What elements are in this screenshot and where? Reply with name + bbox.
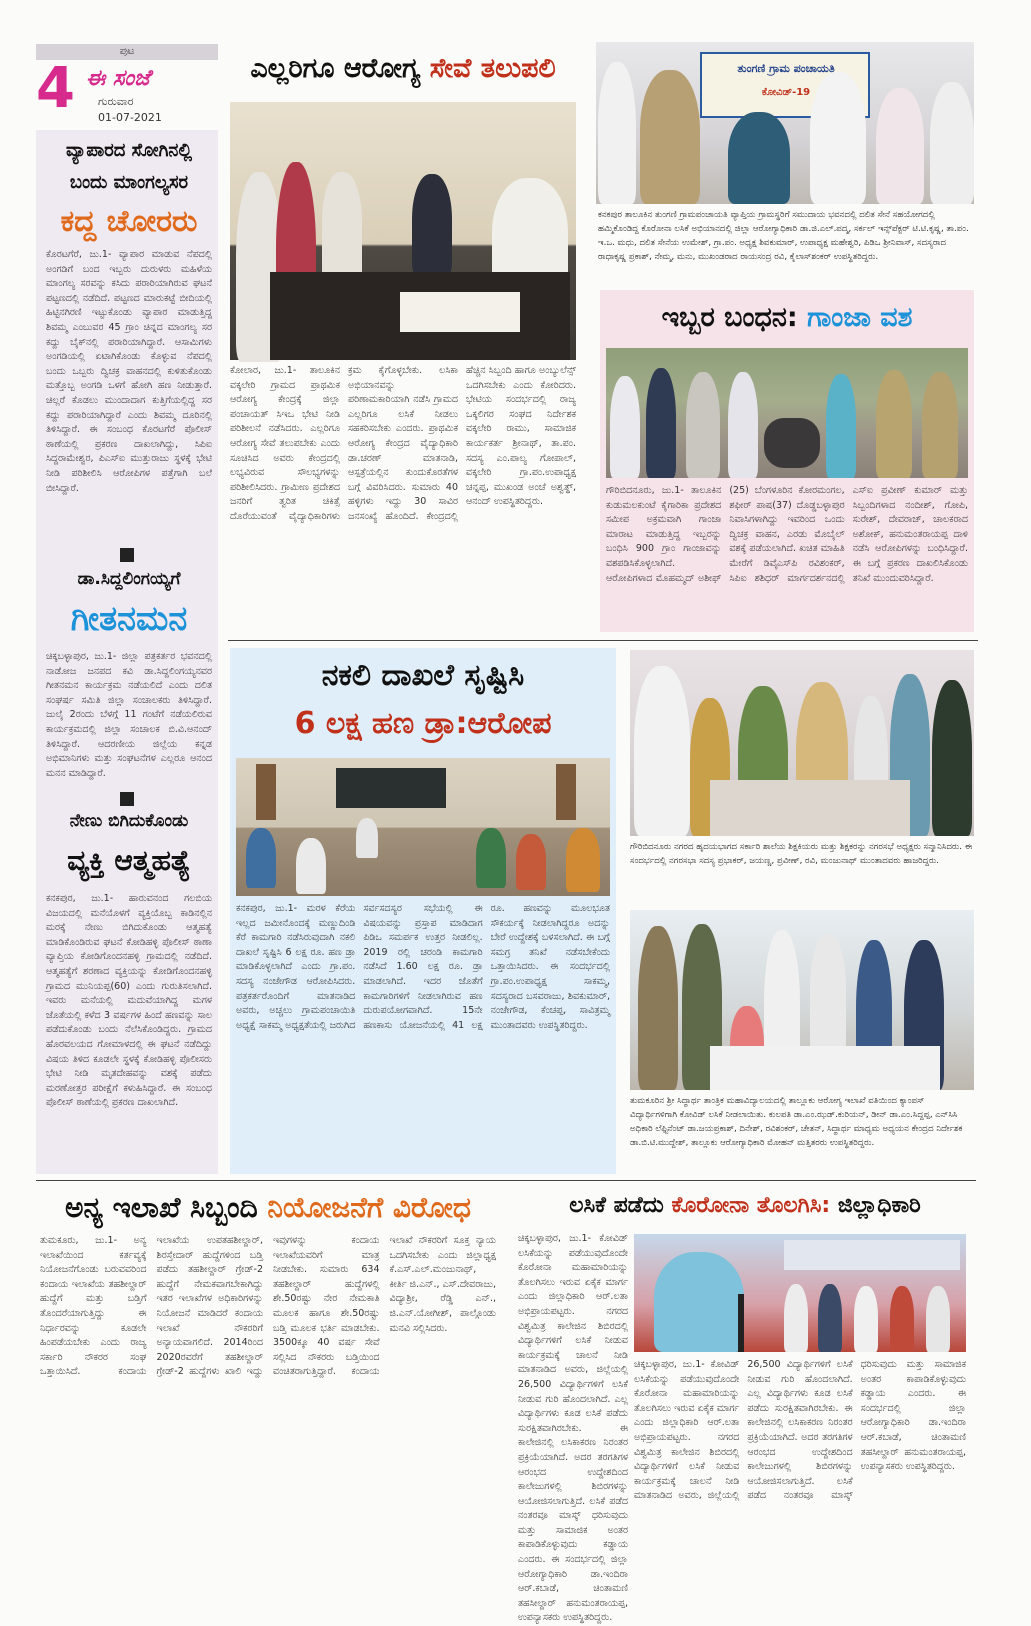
headline-line-1: ವ್ಯಾಪಾರದ ಸೋಗಿನಲ್ಲಿ <box>65 140 193 161</box>
headline-blue: ಗಾಂಜಾ ವಶ <box>807 302 913 333</box>
person-figure <box>810 934 846 1054</box>
photo-caption: ಕನಕಪುರ ತಾಲೂಕಿನ ತುಂಗಣಿ ಗ್ರಾಮಪಂಚಾಯತಿ ವ್ಯಾಪ್ತಿಯ ಗ್ರಾಮಸ್ಥರಿಗೆ ಸಮುದಾಯ ಭವನದಲ್ಲಿ ದಲಿತ ಸೇನೆ ಸಹಯೋಗದಲ್ಲಿ ಹಮ್ಮಿಕೊಂಡಿದ್ದ ಕೊರೋನಾ ಲಸಿಕೆ ಅಭಿಯಾನದಲ್ಲಿ ಜಿಲ್ಲಾ ಆರೋಗ್ಯಾಧಿಕಾರಿ ಡಾ.ಜಿ.ಎಲ್.ಪದ್ಮ, ಸರ್ಕಲ್ ಇನ್ಸ್‌ಪೆಕ್ಟರ್ ಟಿ.ಟಿ.ಕೃಷ್ಣ, ತಾ.ಪಂ. ಇ.ಒ. ಮಧು, ದಲಿತ ಸೇನೆಯ ಉಮೇಶ್, ಗ್ರಾ.ಪಂ. ಅಧ್ಯಕ್ಷ ಶಿವಕುಮಾರ್, ಉಪಾಧ್ಯಕ್ಷ ಮಹೇಶ್ವರಿ, ಪಿಡಿಒ ಶ್ರೀನಿವಾಸ್, ಸದಸ್ಯರಾದ ರಾಧಾಕೃಷ್ಣ ಪ್ರಕಾಶ್, ನೇಮ್ಮ, ಮನು, ಮುಖಂಡರಾದ ರಾಯಸಂದ್ರ ರವಿ, ಕೈಲಾಸ್‌ಶಂಕರ್ ಉಪಸ್ಥಿತರಿದ್ದರು. <box>598 210 969 262</box>
table <box>710 1046 940 1090</box>
headline-red: ಕೊರೋನಾ ತೊಲಗಿಸಿ: <box>671 1193 831 1218</box>
person-figure <box>610 376 640 478</box>
headline-red: ಸೇವೆ ತಲುಪಲಿ <box>429 53 556 84</box>
section-marker <box>120 792 134 806</box>
story-ganja-arrest <box>600 290 974 632</box>
person-figure <box>784 1284 808 1352</box>
headline-line-2: 6 ಲಕ್ಷ ಹಣ ಡ್ರಾ:ಆರೋಪ <box>294 706 552 741</box>
headline-red: ನಿಯೋಜನೆಗೆ ವಿರೋಧ <box>267 1191 471 1224</box>
headline <box>36 1184 500 1232</box>
story-suicide <box>44 806 214 1172</box>
headline <box>600 292 974 344</box>
news-photo-felicitation <box>630 650 974 836</box>
person-figure <box>926 1286 950 1352</box>
person-figure <box>566 828 600 892</box>
article-body: ತುಮಕೂರು, ಜು.1- ಅನ್ಯ ಇಲಾಖೆಯಿಂದ ಕರ್ತವ್ಯಕ್ಕೆ ನಿಯೋಜನೆಗೊಂಡು ಬರುವವರಿಂದ ಕಂದಾಯ ಇಲಾಖೆಯ ತಹಶೀಲ್ದಾರ್ ಹುದ್ದೆಗೆ ಮತ್ತು ಬಡ್ತಿಗೆ ತೊಂದರೆಯಾಗುತ್ತಿದ್ದು ಈ ನಿರ್ಧಾರವನ್ನು ಕೂಡಲೇ ಹಿಂಪಡೆಯಬೇಕು ಎಂದು ರಾಜ್ಯ ಸರ್ಕಾರಿ ನೌಕರರ ಸಂಘ ಒತ್ತಾಯಿಸಿದೆ. ಕಂದಾಯ ಇಲಾಖೆಯ ಉಪತಹಶೀಲ್ದಾರ್, ಶಿರಸ್ತೇದಾರ್ ಹುದ್ದೆಗಳಿಂದ ಬಡ್ತಿ ಪಡೆದು ತಹಶೀಲ್ದಾರ್ ಗ್ರೇಡ್-2 ಹುದ್ದೆಗೆ ನೇಮಕವಾಗಬೇಕಾಗಿದ್ದು ಇತರ ಇಲಾಖೆಗಳ ಅಧಿಕಾರಿಗಳನ್ನು ನಿಯೋಜನೆ ಮಾಡಿದರೆ ಕಂದಾಯ ಇಲಾಖೆ ನೌಕರರಿಗೆ ಅನ್ಯಾಯವಾಗಲಿದೆ. 2014ರಿಂದ 2020ರವರೆಗೆ ತಹಶೀಲ್ದಾರ್ ಗ್ರೇಡ್-2 ಹುದ್ದೆಗಳು ಖಾಲಿ ಇದ್ದು ಇವುಗಳನ್ನು ಕಂದಾಯ ಇಲಾಖೆಯವರಿಗೆ ಮಾತ್ರ ನೀಡಬೇಕು. ಸುಮಾರು 634 ತಹಶೀಲ್ದಾರ್ ಹುದ್ದೆಗಳಲ್ಲಿ ಶೇ.50ರಷ್ಟು ನೇರ ನೇಮಕಾತಿ ಮೂಲಕ ಹಾಗೂ ಶೇ.50ರಷ್ಟು ಬಡ್ತಿ ಮೂಲಕ ಭರ್ತಿ ಮಾಡಬೇಕು. 3500ಕ್ಕೂ 40 ವರ್ಷ ಸೇವೆ ಸಲ್ಲಿಸಿದ ನೌಕರರು ಬಡ್ತಿಯಿಂದ ವಂಚಿತರಾಗುತ್ತಿದ್ದಾರೆ. ಕಂದಾಯ ಇಲಾಖೆ ನೌಕರರಿಗೆ ಸೂಕ್ತ ನ್ಯಾಯ ಒದಗಿಸಬೇಕು ಎಂದು ಜಿಲ್ಲಾಧ್ಯಕ್ಷ ಕೆ.ಎಸ್.ಎಲ್.ಮಂಜುನಾಥ್, ಕೀರ್ತಿ ಜಿ.ಎನ್., ಎಸ್.ದೇವರಾಜು, ವಿದ್ಯಾಶ್ರೀ, ರೆಡ್ಡಿ ಎನ್., ಜಿ.ಎನ್.ಯೋಗೀಶ್, ಪಾಲ್ಗೊಂಡು ಮನವಿ ಸಲ್ಲಿಸಿದರು. <box>40 1235 496 1378</box>
news-photo-meeting-hall <box>236 758 610 896</box>
person-figure <box>412 174 452 274</box>
person-figure <box>826 374 856 478</box>
headline-line-1: ನಕಲಿ ದಾಖಲೆ ಸೃಷ್ಟಿಸಿ <box>321 658 525 693</box>
window <box>556 764 576 820</box>
article-body: ಕೋಲಾರ, ಜು.1- ತಾಲೂಕಿನ ವಕ್ಕಲೇರಿ ಗ್ರಾಮದ ಪ್ರಾಥಮಿಕ ಆರೋಗ್ಯ ಕೇಂದ್ರಕ್ಕೆ ಜಿಲ್ಲಾ ಪಂಚಾಯತ್ ಸಿಇಒ ಭೇಟಿ ನೀಡಿ ಪರಿಶೀಲನೆ ನಡೆಸಿದರು. ಎಲ್ಲರಿಗೂ ಆರೋಗ್ಯ ಸೇವೆ ತಲುಪಬೇಕು ಎಂದು ಸೂಚಿಸಿದ ಅವರು ಕೇಂದ್ರದಲ್ಲಿ ಲಭ್ಯವಿರುವ ಸೌಲಭ್ಯಗಳನ್ನು ಪರಿಶೀಲಿಸಿದರು. ಗ್ರಾಮೀಣ ಪ್ರದೇಶದ ಜನರಿಗೆ ತ್ವರಿತ ಚಿಕಿತ್ಸೆ ದೊರೆಯುವಂತೆ ವೈದ್ಯಾಧಿಕಾರಿಗಳು ಕ್ರಮ ಕೈಗೊಳ್ಳಬೇಕು. ಲಸಿಕಾ ಅಭಿಯಾನವನ್ನು ಪರಿಣಾಮಕಾರಿಯಾಗಿ ನಡೆಸಿ ಗ್ರಾಮದ ಎಲ್ಲರಿಗೂ ಲಸಿಕೆ ನೀಡಲು ಸಹಕರಿಸಬೇಕು ಎಂದರು. ಪ್ರಾಥಮಿಕ ಆರೋಗ್ಯ ಕೇಂದ್ರದ ವೈದ್ಯಾಧಿಕಾರಿ ಡಾ.ಚರಣ್ ಮಾತನಾಡಿ, ಆಸ್ಪತ್ರೆಯಲ್ಲಿನ ಕುಂದುಕೊರತೆಗಳ ಬಗ್ಗೆ ವಿವರಿಸಿದರು. ಸುಮಾರು 40 ಹಳ್ಳಿಗಳು ಇದ್ದು 30 ಸಾವಿರ ಜನಸಂಖ್ಯೆ ಹೊಂದಿದೆ. ಕೇಂದ್ರದಲ್ಲಿ ಹೆಚ್ಚಿನ ಸಿಬ್ಬಂದಿ ಹಾಗೂ ಅಂಬ್ಯುಲೆನ್ಸ್ ಒದಗಿಸಬೇಕು ಎಂದು ಕೋರಿದರು. ಭೇಟಿಯ ಸಂದರ್ಭದಲ್ಲಿ ರಾಜ್ಯ ಒಕ್ಕಲಿಗರ ಸಂಘದ ನಿರ್ದೇಶಕ ವಕ್ಕಲೇರಿ ರಾಮು, ಸಾಮಾಜಿಕ ಕಾರ್ಯಕರ್ತ ಶ್ರೀನಾಥ್, ತಾ.ಪಂ. ಸದಸ್ಯ ಎಂ.ಪಾಲ್ಯ ಗೋಪಾಲ್, ವಕ್ಕಲೇರಿ ಗ್ರಾ.ಪಂ.ಉಪಾಧ್ಯಕ್ಷ ಚನ್ನಪ್ಪ, ಮುಖಂಡ ಅಂಚೆ ಅಶ್ವತ್ಥ್, ಆನಂದ್ ಉಪಸ್ಥಿತರಿದ್ದರು. <box>230 365 576 522</box>
story-fake-documents <box>230 648 616 1174</box>
headline-line-2: ಬಂದು ಮಾಂಗಲ್ಯಸರ <box>69 172 189 193</box>
headline <box>514 1184 976 1228</box>
paper-name: ಈ ಸಂಜೆ <box>86 66 150 91</box>
person-figure <box>296 838 326 894</box>
article-body: ಕನಕಪುರ, ಜು.1- ಹಾರುವನಂದ ಗಲಬಿಯ ವಿಜಯದಲ್ಲಿ ಮನೆಯೊಳಗೆ ವ್ಯಕ್ತಿಯೊಬ್ಬ ಕಾಡಿನಲ್ಲಿನ ಮರಕ್ಕೆ ನೇಣು ಬಿಗಿದುಕೊಂಡು ಆತ್ಮಹತ್ಯೆ ಮಾಡಿಕೊಂಡಿರುವ ಘಟನೆ ಕೋಡಿಹಳ್ಳಿ ಪೊಲೀಸ್ ಠಾಣಾ ವ್ಯಾಪ್ತಿಯ ಕೋಡಿಗೊಂದನಹಳ್ಳಿ ಗ್ರಾಮದಲ್ಲಿ ನಡೆದಿದೆ. ಆತ್ಮಹತ್ಯೆಗೆ ಶರಣಾದ ವ್ಯಕ್ತಿಯನ್ನು ಕೋಡಿಗೊಂದನಹಳ್ಳಿ ಗ್ರಾಮದ ಮುನಿಯಪ್ಪ(60) ಎಂದು ಗುರುತಿಸಲಾಗಿದೆ. ಇವರು ಮನೆಯಲ್ಲಿ ಮದುವೆಯಾಗಿದ್ದ ಮಗಳ ಜೊತೆಯಲ್ಲಿ ಕಳೆದ 3 ವರ್ಷಗಳ ಹಿಂದೆ ಹಣವನ್ನು ಸಾಲ ಪಡೆದುಕೊಂಡು ಬಂದು ನೆಲೆಸಿಕೊಂಡಿದ್ದರು. ಗ್ರಾಮದ ಹೊರವಲಯದ ಗೋಮಾಳದಲ್ಲಿ ಈ ಘಟನೆ ನಡೆದಿದ್ದು ವಿಷಯ ತಿಳಿದ ಕೂಡಲೇ ಸ್ಥಳಕ್ಕೆ ಕೋಡಿಹಳ್ಳಿ ಪೊಲೀಸರು ಭೇಟಿ ನೀಡಿ ಮೃತದೇಹವನ್ನು ವಶಕ್ಕೆ ಪಡೆದು ಮರಣೋತ್ತರ ಪರೀಕ್ಷೆಗೆ ಕಳುಹಿಸಿದ್ದಾರೆ. ಈ ಸಂಬಂಧ ಪೊಲೀಸ್ ಠಾಣೆಯಲ್ಲಿ ಪ್ರಕರಣ ದಾಖಲಾಗಿದೆ. <box>46 893 212 1109</box>
headline-line-2: ಗೀತನಮನ <box>70 599 188 639</box>
person-figure <box>686 372 720 478</box>
divider-line <box>228 640 978 641</box>
article-body: ಚಿಕ್ಕಬಳ್ಳಾಪುರ, ಜು.1- ಜಿಲ್ಲಾ ಪತ್ರಕರ್ತರ ಭವನದಲ್ಲಿ ನಾಡೋಜ ಜನಪದ ಕವಿ ಡಾ.ಸಿದ್ದಲಿಂಗಯ್ಯನವರ ಗೀತನಮನ ಕಾರ್ಯಕ್ರಮ ನಡೆಯಲಿದೆ ಎಂದು ದಲಿತ ಸಂಘರ್ಷ ಸಮಿತಿ ಜಿಲ್ಲಾ ಸಂಚಾಲಕರು ತಿಳಿಸಿದ್ದಾರೆ. ಜುಲೈ 2ರಂದು ಬೆಳಗ್ಗೆ 11 ಗಂಟೆಗೆ ನಡೆಯಲಿರುವ ಕಾರ್ಯಕ್ರಮದಲ್ಲಿ ಜಿಲ್ಲಾ ಸಂಚಾಲಕ ಬಿ.ವಿ.ಆನಂದ್ ತಿಳಿಸಿದ್ದಾರೆ. ಆದರಣೀಯ ಜಿಲ್ಲೆಯ ಕನ್ನಡ ಅಭಿಮಾನಿಗಳು ಮತ್ತು ಸಂಘಟನೆಗಳ ಎಲ್ಲರೂ ಆನಂದ ಮನನ ಮಾಡಿದ್ದಾರೆ. <box>46 651 212 779</box>
person-figure <box>476 828 506 888</box>
person-figure <box>728 372 758 478</box>
story-health-service <box>228 44 578 644</box>
article-body: ಚಿಕ್ಕಬಳ್ಳಾಪುರ, ಜು.1- ಕೋವಿಡ್ ಲಸಿಕೆಯನ್ನು ಪಡೆಯುವುದೊಂದೇ ಕೊರೋನಾ ಮಹಾಮಾರಿಯನ್ನು ತೊಲಗಿಸಲು ಇರುವ ಏಕೈಕ ಮಾರ್ಗ ಎಂದು ಜಿಲ್ಲಾಧಿಕಾರಿ ಆರ್.ಲತಾ ಅಭಿಪ್ರಾಯಪಟ್ಟರು. ನಗರದ ವಿಶ್ವಮಿತ್ರ ಕಾಲೇಜಿನ ಶಿಬಿರದಲ್ಲಿ ವಿದ್ಯಾರ್ಥಿಗಳಿಗೆ ಲಸಿಕೆ ನೀಡುವ ಕಾರ್ಯಕ್ರಮಕ್ಕೆ ಚಾಲನೆ ನೀಡಿ ಮಾತನಾಡಿದ ಅವರು, ಜಿಲ್ಲೆಯಲ್ಲಿ 26,500 ವಿದ್ಯಾರ್ಥಿಗಳಿಗೆ ಲಸಿಕೆ ನೀಡುವ ಗುರಿ ಹೊಂದಲಾಗಿದೆ. ಎಲ್ಲ ವಿದ್ಯಾರ್ಥಿಗಳು ಕೂಡ ಲಸಿಕೆ ಪಡೆದು ಸುರಕ್ಷಿತವಾಗಿರಬೇಕು. ಈ ಕಾಲೇಜಿನಲ್ಲಿ ಲಸಿಕಾಕರಣ ನಿರಂತರ ಪ್ರಕ್ರಿಯೆಯಾಗಿದೆ. ಅದರ ತರಗತಿಗಳ ಆರಂಭದ ಉದ್ದೇಶದಿಂದ ಕಾಲೇಜುಗಳಲ್ಲಿ ಶಿಬಿರಗಳನ್ನು ಆಯೋಜಿಸಲಾಗುತ್ತಿದೆ. ಲಸಿಕೆ ಪಡೆದ ನಂತರವೂ ಮಾಸ್ಕ್ ಧರಿಸುವುದು ಮತ್ತು ಸಾಮಾಜಿಕ ಅಂತರ ಕಾಪಾಡಿಕೊಳ್ಳುವುದು ಕಡ್ಡಾಯ ಎಂದರು. ಈ ಸಂದರ್ಭದಲ್ಲಿ ಜಿಲ್ಲಾ ಆರೋಗ್ಯಾಧಿಕಾರಿ ಡಾ.ಇಂದಿರಾ ಆರ್.ಕಬಾಡೆ, ಚಿಂತಾಮಣಿ ತಹಸೀಲ್ದಾರ್ ಹನುಮಂತರಾಯಪ್ಪ, ಉಪನ್ಯಾಸಕರು ಉಪಸ್ಥಿತರಿದ್ದರು. <box>634 1359 966 1502</box>
person-figure <box>634 666 690 836</box>
person-figure <box>598 62 636 204</box>
issue-date: 01-07-2021 <box>98 111 162 124</box>
person-figure <box>728 112 790 204</box>
motorbike <box>764 418 820 468</box>
section-marker <box>120 548 134 562</box>
headline-black: ಇಬ್ಬರ ಬಂಧನ: <box>661 302 798 333</box>
story-vaccine-dc <box>514 1184 976 1624</box>
headline-line-1: ನೇಣು ಬಿಗಿದುಕೊಂಡು <box>69 811 189 831</box>
person-figure <box>890 1286 914 1352</box>
person-figure <box>638 926 678 1090</box>
person-figure <box>930 82 974 204</box>
news-photo-office-visit <box>230 102 576 360</box>
person-figure <box>932 680 972 836</box>
person-figure <box>246 828 276 888</box>
headline-black: ಅನ್ಯ ಇಲಾಖೆ ಸಿಬ್ಬಂದಿ <box>65 1191 258 1224</box>
person-figure <box>646 368 676 478</box>
person-figure <box>654 1252 744 1352</box>
article-body: ಕನಕಪುರ, ಜು.1- ಮರಳ ಕೆರೆಯ ಇಲ್ಲದ ಜಮೀನೊಂದಕ್ಕೆ ಮಣ್ಣುದಿಂಡಿ ಕೆರೆ ಕಾಮಗಾರಿ ನಡೆಸಿರುವುದಾಗಿ ನಕಲಿ ದಾಖಲೆ ಸೃಷ್ಟಿಸಿ 6 ಲಕ್ಷ ರೂ. ಹಣ ಡ್ರಾ ಮಾಡಿಕೊಳ್ಳಲಾಗಿದೆ ಎಂದು ಗ್ರಾ.ಪಂ. ಸದಸ್ಯ ನಂಜೇಗೌಡ ಆರೋಪಿಸಿದರು. ಪತ್ರಕರ್ತರೊಂದಿಗೆ ಮಾತನಾಡಿದ ಅವರು, ಅಚ್ಚಲು ಗ್ರಾಮಪಂಚಾಯಿತಿ ಅಧ್ಯಕ್ಷೆ ಸಾಕಮ್ಮ ಅಧ್ಯಕ್ಷತೆಯಲ್ಲಿ ಜರುಗಿದ ಸರ್ವಸದಸ್ಯರ ಸಭೆಯಲ್ಲಿ ಈ ವಿಷಯವನ್ನು ಪ್ರಸ್ತಾಪ ಮಾಡಿದಾಗ ಪಿಡಿಒ ಸಮರ್ಪಕ ಉತ್ತರ ನೀಡಲಿಲ್ಲ. 2019 ರಲ್ಲಿ ಚರಂಡಿ ಕಾಮಗಾರಿ ನಡೆಸಿದೆ 1.60 ಲಕ್ಷ ರೂ. ಡ್ರಾ ಮಾಡಲಾಗಿದೆ. ಇದರ ಜೊತೆಗೆ ಕಾಮಗಾರಿಗಳಿಗೆ ನೀಡಲಾಗಿರುವ ಹಣ ದುರುಪಯೋಗವಾಗಿದೆ. 15ನೇ ಹಣಕಾಸು ಯೋಜನೆಯಲ್ಲಿ 41 ಲಕ್ಷ ರೂ. ಹಣವನ್ನು ಮೂಲಭೂತ ಸೌಕರ್ಯಕ್ಕೆ ನೀಡಲಾಗಿದ್ದರೂ ಅದನ್ನು ಬೇರೆ ಉದ್ದೇಶಕ್ಕೆ ಬಳಸಲಾಗಿದೆ. ಈ ಬಗ್ಗೆ ಸಮಗ್ರ ತನಿಖೆ ನಡೆಸಬೇಕೆಂದು ಒತ್ತಾಯಿಸಿದರು. ಈ ಸಂದರ್ಭದಲ್ಲಿ ಗ್ರಾ.ಪಂ.ಉಪಾಧ್ಯಕ್ಷ ಸಾಕಮ್ಮ, ಸದಸ್ಯರಾದ ಬಸವರಾಜು, ಶಿವಕುಮಾರ್, ನಂಜೇಗೌಡ, ಕೆಂಚಪ್ಪ, ಸಾವಿತ್ರಮ್ಮ ಮುಂತಾದವರು ಉಪಸ್ಥಿತರಿದ್ದರು. <box>236 903 610 1031</box>
person-figure <box>810 72 866 204</box>
person-figure <box>922 372 958 478</box>
window <box>256 764 276 820</box>
weekday: ಗುರುವಾರ <box>98 95 134 108</box>
headline-tail: ಜಿಲ್ಲಾಧಿಕಾರಿ <box>837 1193 921 1218</box>
person-figure <box>356 818 378 858</box>
article-body-intro: ಚಿಕ್ಕಬಳ್ಳಾಪುರ, ಜು.1- ಕೋವಿಡ್ ಲಸಿಕೆಯನ್ನು ಪಡೆಯುವುದೊಂದೇ ಕೊರೋನಾ ಮಹಾಮಾರಿಯನ್ನು ತೊಲಗಿಸಲು ಇರುವ ಏಕೈಕ ಮಾರ್ಗ ಎಂದು ಜಿಲ್ಲಾಧಿಕಾರಿ ಆರ್.ಲತಾ ಅಭಿಪ್ರಾಯಪಟ್ಟರು. ನಗರದ ವಿಶ್ವಮಿತ್ರ ಕಾಲೇಜಿನ ಶಿಬಿರದಲ್ಲಿ ವಿದ್ಯಾರ್ಥಿಗಳಿಗೆ ಲಸಿಕೆ ನೀಡುವ ಕಾರ್ಯಕ್ರಮಕ್ಕೆ ಚಾಲನೆ ನೀಡಿ ಮಾತನಾಡಿದ ಅವರು, ಜಿಲ್ಲೆಯಲ್ಲಿ 26,500 ವಿದ್ಯಾರ್ಥಿಗಳಿಗೆ ಲಸಿಕೆ ನೀಡುವ ಗುರಿ ಹೊಂದಲಾಗಿದೆ. ಎಲ್ಲ ವಿದ್ಯಾರ್ಥಿಗಳು ಕೂಡ ಲಸಿಕೆ ಪಡೆದು ಸುರಕ್ಷಿತವಾಗಿರಬೇಕು. ಈ ಕಾಲೇಜಿನಲ್ಲಿ ಲಸಿಕಾಕರಣ ನಿರಂತರ ಪ್ರಕ್ರಿಯೆಯಾಗಿದೆ. ಅದರ ತರಗತಿಗಳ ಆರಂಭದ ಉದ್ದೇಶದಿಂದ ಕಾಲೇಜುಗಳಲ್ಲಿ ಶಿಬಿರಗಳನ್ನು ಆಯೋಜಿಸಲಾಗುತ್ತಿದೆ. ಲಸಿಕೆ ಪಡೆದ ನಂತರವೂ ಮಾಸ್ಕ್ ಧರಿಸುವುದು ಮತ್ತು ಸಾಮಾಜಿಕ ಅಂತರ ಕಾಪಾಡಿಕೊಳ್ಳುವುದು ಕಡ್ಡಾಯ ಎಂದರು. ಈ ಸಂದರ್ಭದಲ್ಲಿ ಜಿಲ್ಲಾ ಆರೋಗ್ಯಾಧಿಕಾರಿ ಡಾ.ಇಂದಿರಾ ಆರ್.ಕಬಾಡೆ, ಚಿಂತಾಮಣಿ ತಹಸೀಲ್ದಾರ್ ಹನುಮಂತರಾಯಪ್ಪ, ಉಪನ್ಯಾಸಕರು ಉಪಸ್ಥಿತರಿದ್ದರು. <box>518 1233 628 1624</box>
blackboard <box>336 768 446 808</box>
headline-black: ಲಸಿಕೆ ಪಡೆದು <box>569 1193 664 1218</box>
news-photo-dc-speech <box>634 1234 966 1352</box>
banner-line-2: ಕೋವಿಡ್-19 <box>761 87 811 98</box>
person-figure <box>322 172 362 282</box>
headline-line-1: ಡಾ.ಸಿದ್ದಲಿಂಗಯ್ಯಗೆ <box>77 569 181 589</box>
story-chain-snatching <box>44 136 214 556</box>
table <box>710 780 910 836</box>
person-figure <box>640 70 700 204</box>
photo-caption: ಗೌರಿಬಿದನೂರು ನಗರದ ಹೃದಯಭಾಗದ ಸರ್ಕಾರಿ ಶಾಲೆಯ ಶಿಕ್ಷಕಿಯರು ಮತ್ತು ಶಿಕ್ಷಕರನ್ನು ನಗರಸಭೆ ಅಧ್ಯಕ್ಷರು ಸನ್ಮಾನಿಸಿದರು. ಈ ಸಂದರ್ಭದಲ್ಲಿ ನಗರಸಭಾ ಸದಸ್ಯ ಪ್ರಭಾಕರ್, ಜಯಣ್ಣ, ಪ್ರವೀಣ್, ರವಿ, ಮಂಜುನಾಥ್ ಮುಂತಾದವರು ಹಾಜರಿದ್ದರು. <box>630 842 973 866</box>
article-body: ಗೌರಿಬಿದನೂರು, ಜು.1- ತಾಲೂಕಿನ ಕುಡುಮಲಕುಂಟೆ ಕೈಗಾರಿಕಾ ಪ್ರದೇಶದ ಸಮೀಪ ಅಕ್ರಮವಾಗಿ ಗಾಂಜಾ ಮಾರಾಟ ಮಾಡುತ್ತಿದ್ದ ಇಬ್ಬರನ್ನು ಬಂಧಿಸಿ 900 ಗ್ರಾಂ ಗಾಂಜಾವನ್ನು ವಶಪಡಿಸಿಕೊಳ್ಳಲಾಗಿದೆ. ಆರೋಪಿಗಳಾದ ಮೊಹಮ್ಮದ್ ಅಶೀಫ್ (25) ಬೆಂಗಳೂರಿನ ಕೋರಮಂಗಲ, ಶಫೀರ್ ಪಾಷ(37) ದೊಡ್ಡಬಳ್ಳಾಪುರ ನಿವಾಸಿಗಳಾಗಿದ್ದು ಇವರಿಂದ ಒಂದು ದ್ವಿಚಕ್ರ ವಾಹನ, ಎರಡು ಮೊಬೈಲ್ ವಶಕ್ಕೆ ಪಡೆಯಲಾಗಿದೆ. ಖಚಿತ ಮಾಹಿತಿ ಮೇರೆಗೆ ಡಿವೈಎಸ್‌ಪಿ ರವಿಶಂಕರ್, ಸಿಪಿಐ ಶಶಿಧರ್ ಮಾರ್ಗದರ್ಶನದಲ್ಲಿ ಎಸ್‌ಐ ಪ್ರವೀಣ್ ಕುಮಾರ್ ಮತ್ತು ಸಿಬ್ಬಂದಿಗಳಾದ ನಂದೀಶ್, ಗೋಪಿ, ಸುರೇಶ್, ದೇವರಾಜ್, ಚಾಲಕರಾದ ಅಶೋಕ್, ಹನುಮಂತರಾಯಪ್ಪ ದಾಳಿ ನಡೆಸಿ ಆರೋಪಿಗಳನ್ನು ಬಂಧಿಸಿದ್ದಾರೆ. ಈ ಬಗ್ಗೆ ಪ್ರಕರಣ ದಾಖಲಿಸಿಕೊಂಡು ತನಿಖೆ ಮುಂದುವರಿಸಿದ್ದಾರೆ. <box>606 485 968 584</box>
microphone <box>738 1294 744 1352</box>
person-figure <box>876 88 924 204</box>
headline <box>228 44 578 94</box>
person-figure <box>818 1284 842 1352</box>
news-photo-campus-vaccination <box>630 910 974 1090</box>
divider-line <box>36 1180 976 1181</box>
news-photo-police-seizure <box>606 348 968 478</box>
story-tribute <box>44 564 214 790</box>
headline-black: ಎಲ್ಲರಿಗೂ ಆರೋಗ್ಯ <box>250 53 421 84</box>
news-photo-vaccination-launch <box>596 42 974 204</box>
article-body: ಕೊರಟಗೆರೆ, ಜು.1- ವ್ಯಾಪಾರ ಮಾಡುವ ನೆಪದಲ್ಲಿ ಅಂಗಡಿಗೆ ಬಂದ ಇಬ್ಬರು ದುರುಳರು ಮಹಿಳೆಯ ಮಾಂಗಲ್ಯ ಸರವನ್ನು ಕಸಿದು ಪರಾರಿಯಾಗಿರುವ ಘಟನೆ ಪಟ್ಟಣದಲ್ಲಿ ನಡೆದಿದೆ. ಪಟ್ಟಣದ ಮಾರುಕಟ್ಟೆ ಬೀದಿಯಲ್ಲಿ ಹಿಟ್ಟಿನಗಿರಣಿ ಇಟ್ಟುಕೊಂಡು ವ್ಯಾಪಾರ ಮಾಡುತ್ತಿದ್ದ ಶಿವಮ್ಮ ಎಂಬುವರ 45 ಗ್ರಾಂ ಚಿನ್ನದ ಮಾಂಗಲ್ಯ ಸರ ಕದ್ದು ಬೈಕ್‌ನಲ್ಲಿ ಪರಾರಿಯಾಗಿದ್ದಾರೆ. ಆಸಾಮಿಗಳು ಅಂಗಡಿಯಲ್ಲಿ ಏಟಾಗಿಕೊಂಡು ಕೊಳ್ಳುವ ನೆಪದಲ್ಲಿ ಬಂದು ಒಬ್ಬರು ದ್ವಿಚಕ್ರ ವಾಹನದಲ್ಲಿ ಕುಳಿತುಕೊಂಡು ಮತ್ತೊಬ್ಬ ಅಂಗಡಿ ಒಳಗೆ ಹೋಗಿ ಹಣ ನೀಡುತ್ತಾರೆ. ಚಿಲ್ಲರೆ ಕೊಡಲು ಮುಂದಾದಾಗ ಕುತ್ತಿಗೆಯಲ್ಲಿದ್ದ ಸರ ಕದ್ದು ಪರಾರಿಯಾಗಿದ್ದಾರೆ ಎಂದು ಶಿವಮ್ಮ ದೂರಿನಲ್ಲಿ ತಿಳಿಸಿದ್ದಾರೆ. ಈ ಸಂಬಂಧ ಕೊರಟಗೆರೆ ಪೊಲೀಸ್ ಠಾಣೆಯಲ್ಲಿ ಪ್ರಕರಣ ದಾಖಲಾಗಿದ್ದು, ಸಿಪಿಐ ಸಿದ್ದರಾಮೇಶ್ವರ, ಪಿಎಸ್‌ಐ ಮುತ್ತುರಾಜು ಸ್ಥಳಕ್ಕೆ ಭೇಟಿ ನೀಡಿ ಪರಿಶೀಲಿಸಿ ಆರೋಪಿಗಳ ಪತ್ತೆಗಾಗಿ ಬಲೆ ಬೀಸಿದ್ದಾರೆ. <box>46 249 212 494</box>
headline-line-3: ಕದ್ದ ಚೋರರು <box>60 204 198 239</box>
masthead <box>36 44 218 130</box>
page-number: 4 <box>36 56 75 121</box>
person-figure <box>854 1286 878 1352</box>
headline-line-2: ವ್ಯಕ್ತಿ ಆತ್ಮಹತ್ಯೆ <box>67 844 191 877</box>
supplement-label: ಪುಟ <box>36 44 218 60</box>
stage-banner <box>784 1240 960 1270</box>
person-figure <box>516 834 546 890</box>
papers <box>400 292 520 332</box>
photo-caption: ತುಮಕೂರಿನ ಶ್ರೀ ಸಿದ್ಧಾರ್ಥ ತಾಂತ್ರಿಕ ಮಹಾವಿದ್ಯಾಲಯದಲ್ಲಿ ತಾಲ್ಲೂಕು ಆರೋಗ್ಯ ಇಲಾಖೆ ವತಿಯಿಂದ ಕ್ಯಾಂಪಸ್ ವಿದ್ಯಾರ್ಥಿಗಳಿಗಾಗಿ ಕೋವಿಡ್ ಲಸಿಕೆ ನೀಡಲಾಯಿತು. ಕುಲಪತಿ ಡಾ.ಎಂ.ಝಡ್.ಕುರಿಯನ್, ಡೀನ್ ಡಾ.ಎಂ.ಸಿದ್ದಪ್ಪ, ಎನ್‌ಸಿಸಿ ಅಧಿಕಾರಿ ಲೆಫ್ಟಿನೆಂಟ್ ಡಾ.ಜಯಪ್ರಕಾಶ್, ದಿನೇಶ್, ರವಿಶಂಕರ್, ಚೇತನ್, ಸಿದ್ಧಾರ್ಥ ಮಾಧ್ಯಮ ಅಧ್ಯಯನ ಕೇಂದ್ರದ ನಿರ್ದೇಶಕ ಡಾ.ಬಿ.ಟಿ.ಮುದ್ದೇಶ್, ತಾಲ್ಲೂಕು ಆರೋಗ್ಯಾಧಿಕಾರಿ ಮೋಹನ್ ಮತ್ತಿತರರು ಉಪಸ್ಥಿತರಿದ್ದರು. <box>630 1096 963 1148</box>
banner-line-1: ತುಂಗಣಿ ಗ್ರಾಮ ಪಂಚಾಯತಿ <box>737 62 835 75</box>
story-deputation-protest <box>36 1184 500 1598</box>
person-figure <box>876 370 912 478</box>
